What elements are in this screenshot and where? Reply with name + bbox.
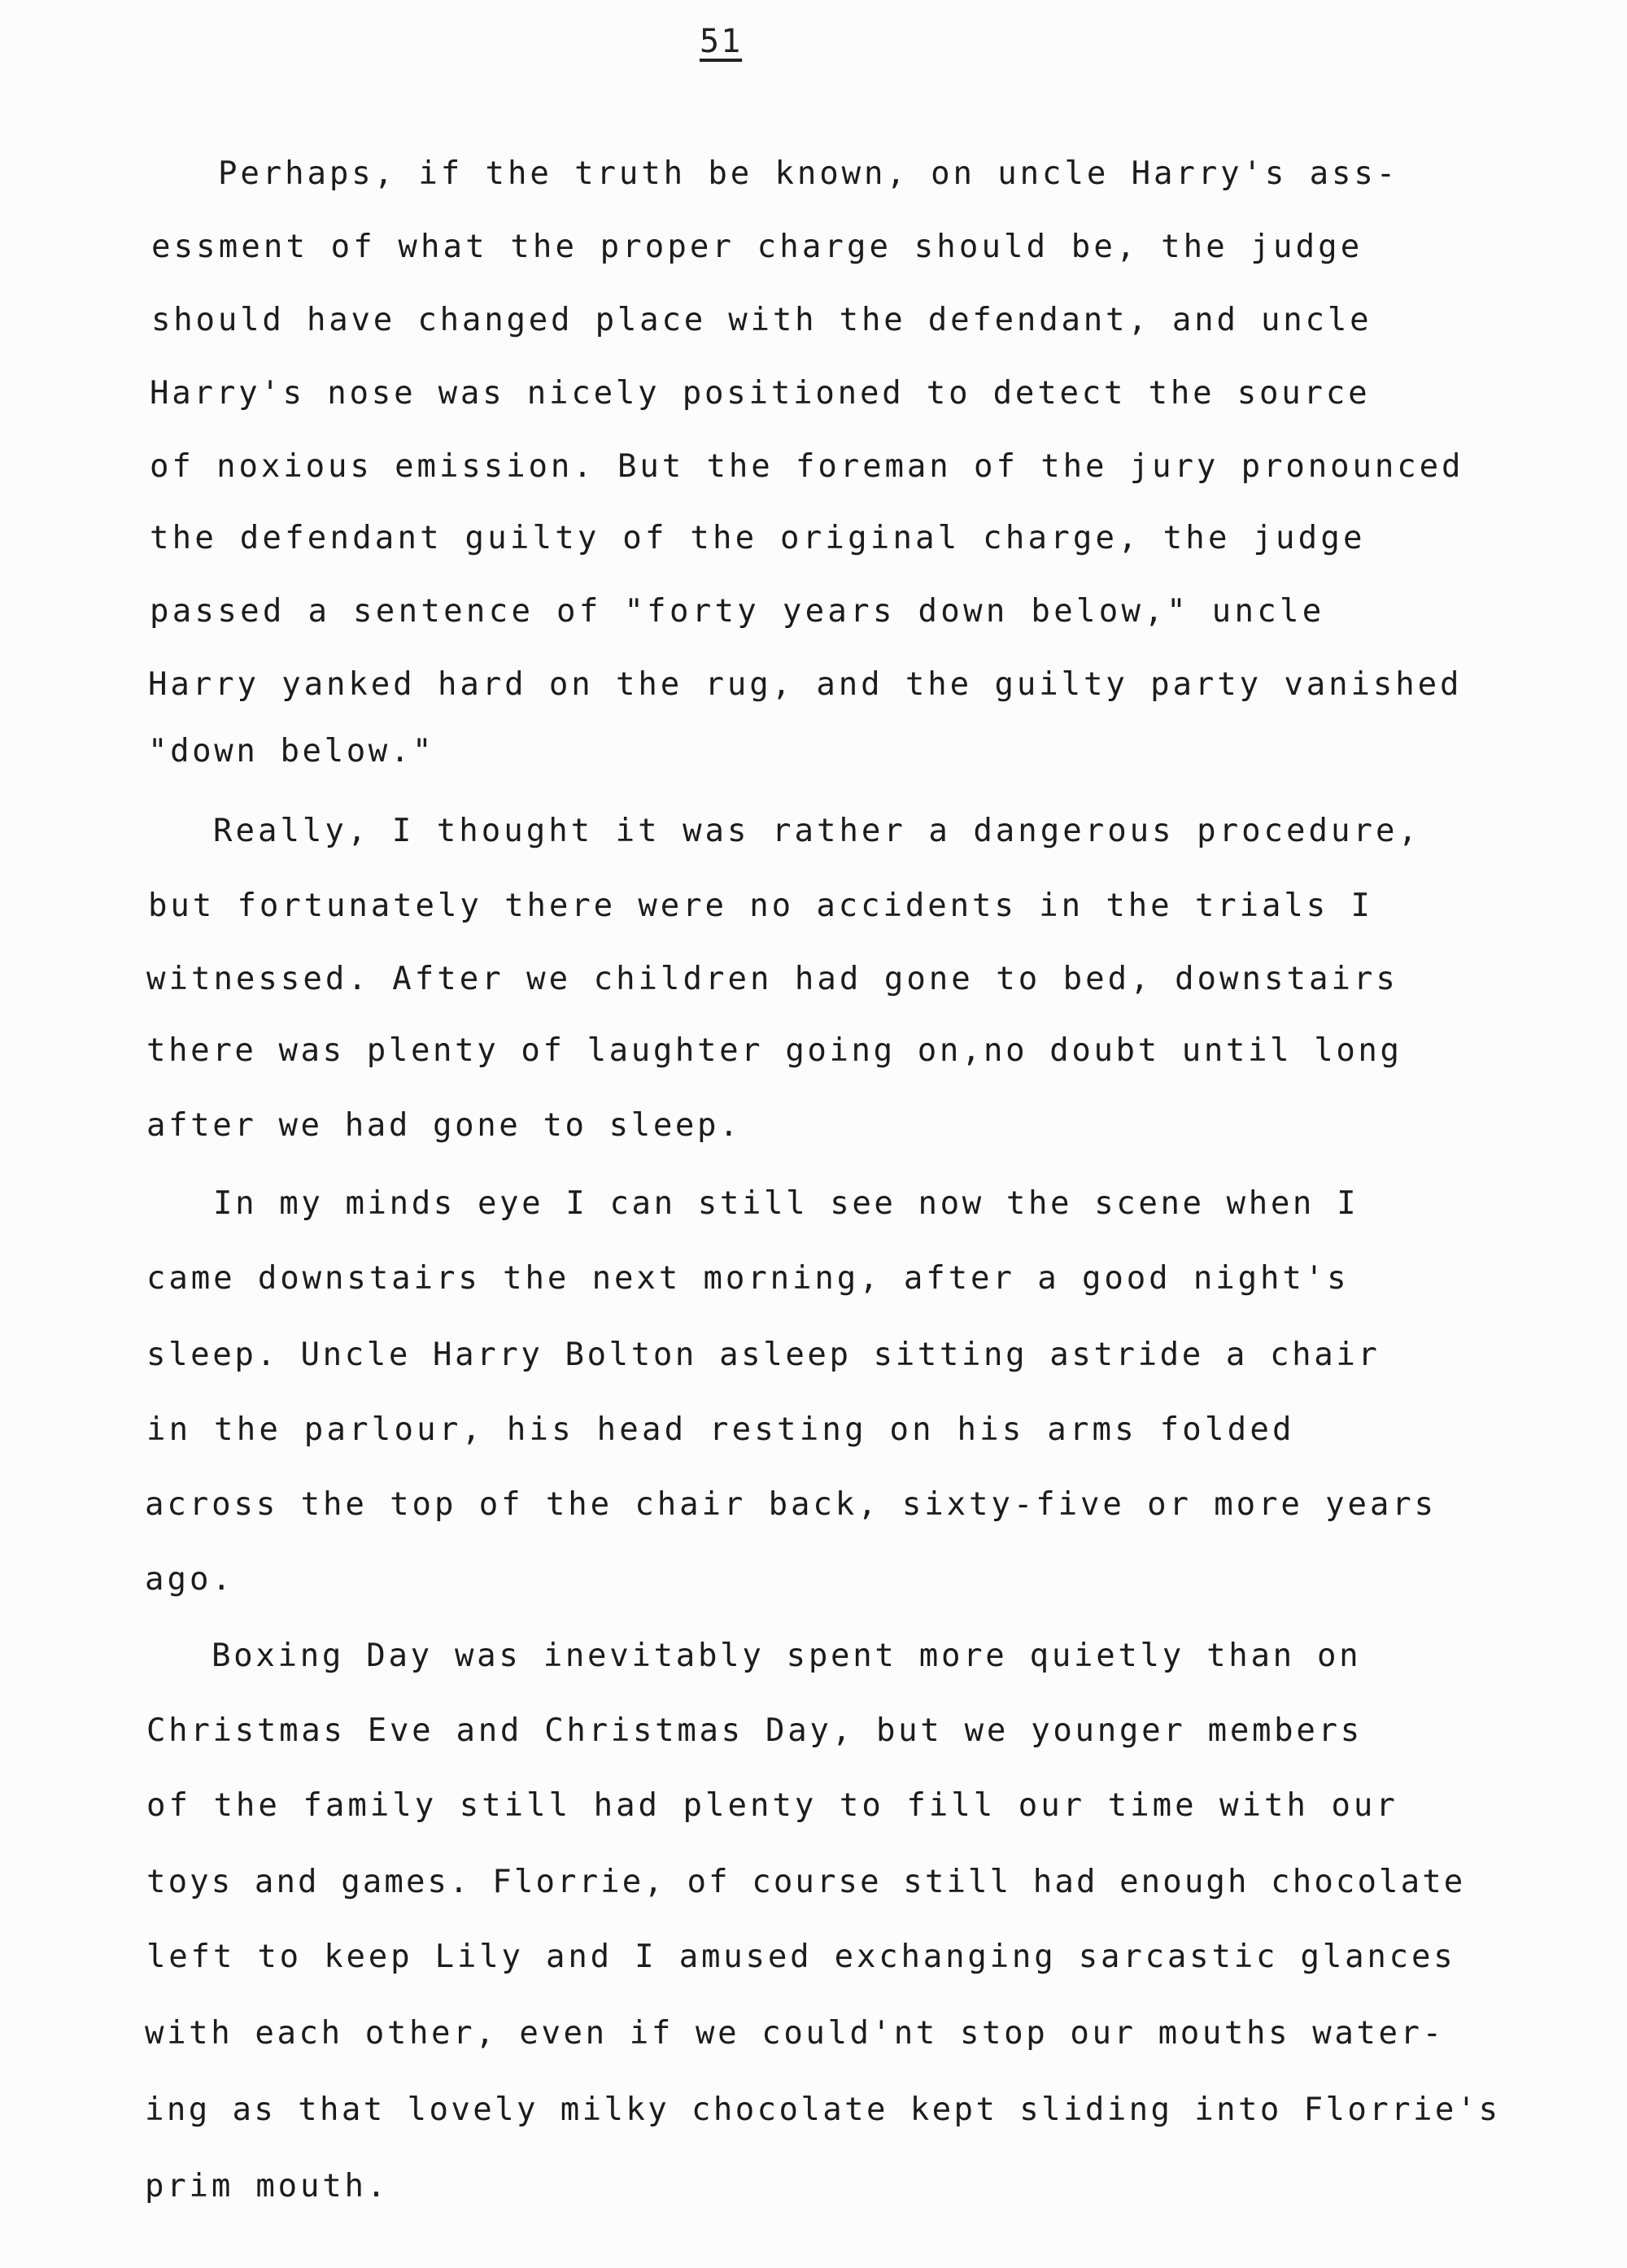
text-line: should have changed place with the defendant, and uncle xyxy=(151,302,1372,338)
page-number: 51 xyxy=(700,23,743,60)
text-line: came downstairs the next morning, after a good night's xyxy=(146,1260,1350,1297)
text-line: after we had gone to sleep. xyxy=(146,1107,742,1144)
text-line: witnessed. After we children had gone to bed, downstairs xyxy=(146,961,1398,997)
text-line: in the parlour, his head resting on his arms folded xyxy=(146,1411,1295,1448)
text-line: Harry's nose was nicely positioned to detect the source xyxy=(150,375,1371,412)
text-line: essment of what the proper charge should be, the judge xyxy=(151,229,1363,265)
text-line: passed a sentence of "forty years down below," uncle xyxy=(150,593,1325,630)
text-line: Perhaps, if the truth be known, on uncle Harry's ass- xyxy=(218,155,1399,192)
text-line: "down below." xyxy=(148,733,435,770)
text-line: of the family still had plenty to fill our time with our xyxy=(146,1787,1398,1824)
text-line: sleep. Uncle Harry Bolton asleep sitting astride a chair xyxy=(146,1337,1381,1373)
text-line: with each other, even if we could'nt stop our mouths water- xyxy=(145,2015,1445,2052)
text-line: left to keep Lily and I amused exchanging sarcastic glances xyxy=(146,1939,1456,1975)
text-line: In my minds eye I can still see now the scene when I xyxy=(213,1185,1359,1222)
text-line: prim mouth. xyxy=(145,2168,390,2205)
text-line: but fortunately there were no accidents in the trials I xyxy=(148,888,1373,924)
text-line: Harry yanked hard on the rug, and the guilty party vanished xyxy=(148,666,1463,703)
text-line: ago. xyxy=(145,1561,234,1598)
text-line: Really, I thought it was rather a dangerous procedure, xyxy=(213,813,1420,849)
text-line: across the top of the chair back, sixty-five or more years xyxy=(145,1486,1437,1523)
text-line: ing as that lovely milky chocolate kept sliding into Florrie's xyxy=(145,2091,1501,2128)
text-line: the defendant guilty of the original charge, the judge xyxy=(150,520,1366,556)
text-line: Boxing Day was inevitably spent more quietly than on xyxy=(212,1638,1362,1674)
text-line: there was plenty of laughter going on,no doubt until long xyxy=(146,1032,1402,1069)
text-line: toys and games. Florrie, of course still had enough chocolate xyxy=(146,1864,1466,1900)
text-line: Christmas Eve and Christmas Day, but we younger members xyxy=(146,1712,1363,1749)
text-line: of noxious emission. But the foreman of the jury pronounced xyxy=(150,448,1464,485)
